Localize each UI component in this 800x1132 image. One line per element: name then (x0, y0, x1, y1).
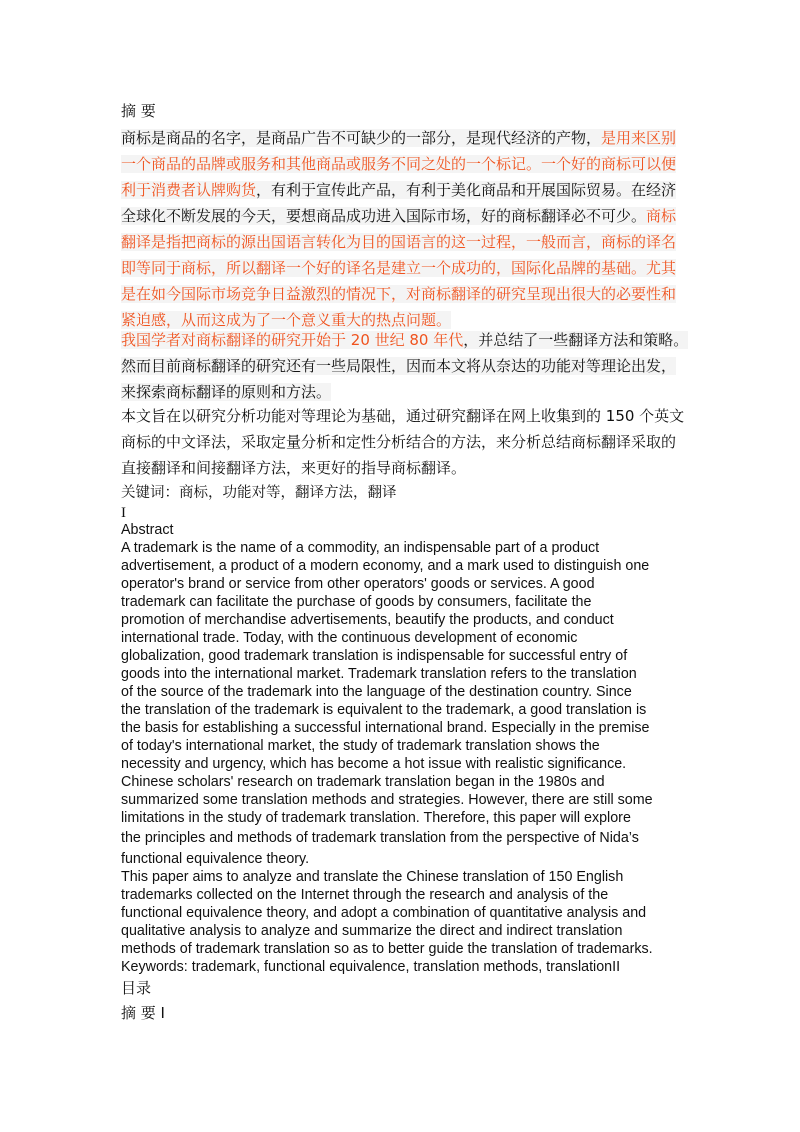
text-line: Chinese scholars' research on trademark translation began in the 1980s and (121, 774, 605, 790)
highlighted-text-segment: 是在如今国际市场竞争日益激烈的情况下，对商标翻译的研究呈现出很大的必要性和 (121, 285, 677, 303)
en-abstract-nida-line: the principles and methods of trademark translation from the perspective of Nida’s (121, 830, 639, 846)
text-line: functional equivalence theory. (121, 851, 310, 867)
text-line: of the source of the trademark into the language of the destination country. Since (121, 684, 632, 700)
text-line: promotion of merchandise advertisements, beautify the products, and conduct (121, 612, 614, 628)
text-line: necessity and urgency, which has become a hot issue with realistic significance. (121, 756, 627, 772)
zh-text-line (121, 379, 688, 405)
text-line: This paper aims to analyze and translate the Chinese translation of 150 English (121, 869, 624, 885)
text-line: 直接翻译和间接翻译方法，来更好的指导商标翻译。 (121, 459, 467, 477)
zh-abstract-p1 (121, 125, 676, 333)
text-line: international trade. Today, with the continuous development of economic (121, 630, 578, 646)
zh-text-line-content (121, 357, 676, 375)
zh-keywords: 关键词：商标，功能对等，翻译方法，翻译 (121, 485, 397, 501)
zh-text-line-content (121, 155, 676, 173)
en-abstract-heading: Abstract (121, 522, 174, 538)
text-line: operator's brand or service from other operators' goods or services. A good (121, 576, 595, 592)
text-segment: 来探索商标翻译的原则和方法。 (121, 383, 332, 401)
text-line: A trademark is the name of a commodity, an indispensable part of a product (121, 540, 600, 556)
text-line: globalization, good trademark translation is indispensable for successful entry of (121, 648, 628, 664)
zh-abstract-p2 (121, 327, 688, 405)
zh-text-line (121, 255, 676, 281)
highlighted-text-segment: 即等同于商标，所以翻译一个好的译名是建立一个成功的，国际化品牌的基础。尤其 (121, 259, 677, 277)
highlighted-text-segment: 翻译是指把商标的源出国语言转化为目的国语言的这一过程，一般而言，商标的译名 (121, 233, 677, 251)
zh-text-line-content (121, 129, 676, 147)
zh-text-line-content (121, 181, 676, 199)
zh-text-line (121, 151, 676, 177)
text-segment: ，并总结了一些翻译方法和策略。 (463, 331, 689, 349)
zh-text-line-content (121, 259, 676, 277)
text-line: the translation of the trademark is equivalent to the trademark, a good translation is (121, 702, 647, 718)
text-line: advertisement, a product of a modern economy, and a mark used to distinguish one (121, 558, 650, 574)
zh-text-line (121, 177, 676, 203)
toc-entry-abstract: 摘 要 I (121, 1004, 165, 1022)
text-line: trademark can facilitate the purchase of goods by consumers, facilitate the (121, 594, 592, 610)
text-line: summarized some translation methods and strategies. However, there are still some (121, 792, 653, 808)
zh-text-line (121, 327, 688, 353)
zh-text-line (121, 203, 676, 229)
zh-text-line-content (121, 233, 676, 251)
zh-abstract-p3 (121, 403, 684, 481)
highlighted-text-segment: 是用来区别 (601, 129, 677, 147)
text-line: functional equivalence theory, and adopt a combination of quantitative analysis and (121, 905, 647, 921)
zh-text-line (121, 125, 676, 151)
text-segment: 全球化不断发展的今天，要想商品成功进入国际市场，好的商标翻译必不可少。 (121, 207, 647, 225)
zh-text-line (121, 281, 676, 307)
text-line: trademarks collected on the Internet through the research and analysis of the (121, 887, 609, 903)
text-line: methods of trademark translation so as to better guide the translation of trademarks. (121, 941, 653, 957)
text-line: goods into the international market. Trademark translation refers to the translation (121, 666, 637, 682)
text-line: 本文旨在以研究分析功能对等理论为基础，通过研究翻译在网上收集到的 150 个英文 (121, 407, 685, 425)
en-abstract-body-a (121, 539, 653, 827)
zh-text-line-content (121, 383, 331, 401)
text-line: of today's international market, the study of trademark translation shows the (121, 738, 600, 754)
toc-heading: 目录 (121, 979, 152, 997)
zh-text-line (121, 353, 688, 379)
en-abstract-body-b (121, 850, 653, 976)
text-segment: 然而目前商标翻译的研究还有一些局限性，因而本文将从奈达的功能对等理论出发， (121, 357, 677, 375)
text-line: qualitative analysis to analyze and summarize the direct and indirect translation (121, 923, 623, 939)
zh-text-line-content (121, 331, 688, 349)
zh-abstract-heading: 摘 要 (121, 102, 156, 120)
highlighted-text-segment: 利于消费者认牌购货 (121, 181, 257, 199)
text-line: limitations in the study of trademark translation. Therefore, this paper will explore (121, 810, 631, 826)
zh-text-line-content (121, 207, 676, 225)
text-line: Keywords: trademark, functional equivalence, translation methods, translationII (121, 959, 621, 975)
highlighted-text-segment: 紧迫感，从而这成为了一个意义重大的热点问题。 (121, 311, 452, 329)
page-number-roman-1: I (121, 505, 126, 521)
highlighted-text-segment: 一个商品的品牌或服务和其他商品或服务不同之处的一个标记。一个好的商标可以便 (121, 155, 677, 173)
highlighted-text-segment: 我国学者对商标翻译的研究开始于 20 世纪 80 年代 (121, 331, 464, 349)
highlighted-text-segment: 商标 (646, 207, 677, 225)
text-segment: ，有利于宣传此产品，有利于美化商品和开展国际贸易。在经济 (256, 181, 677, 199)
text-segment: 商标是商品的名字，是商品广告不可缺少的一部分，是现代经济的产物， (121, 129, 602, 147)
zh-text-line (121, 229, 676, 255)
text-line: 商标的中文译法，采取定量分析和定性分析结合的方法，来分析总结商标翻译采取的 (121, 433, 677, 451)
zh-text-line-content (121, 285, 676, 303)
text-line: the basis for establishing a successful international brand. Especially in the premise (121, 720, 650, 736)
